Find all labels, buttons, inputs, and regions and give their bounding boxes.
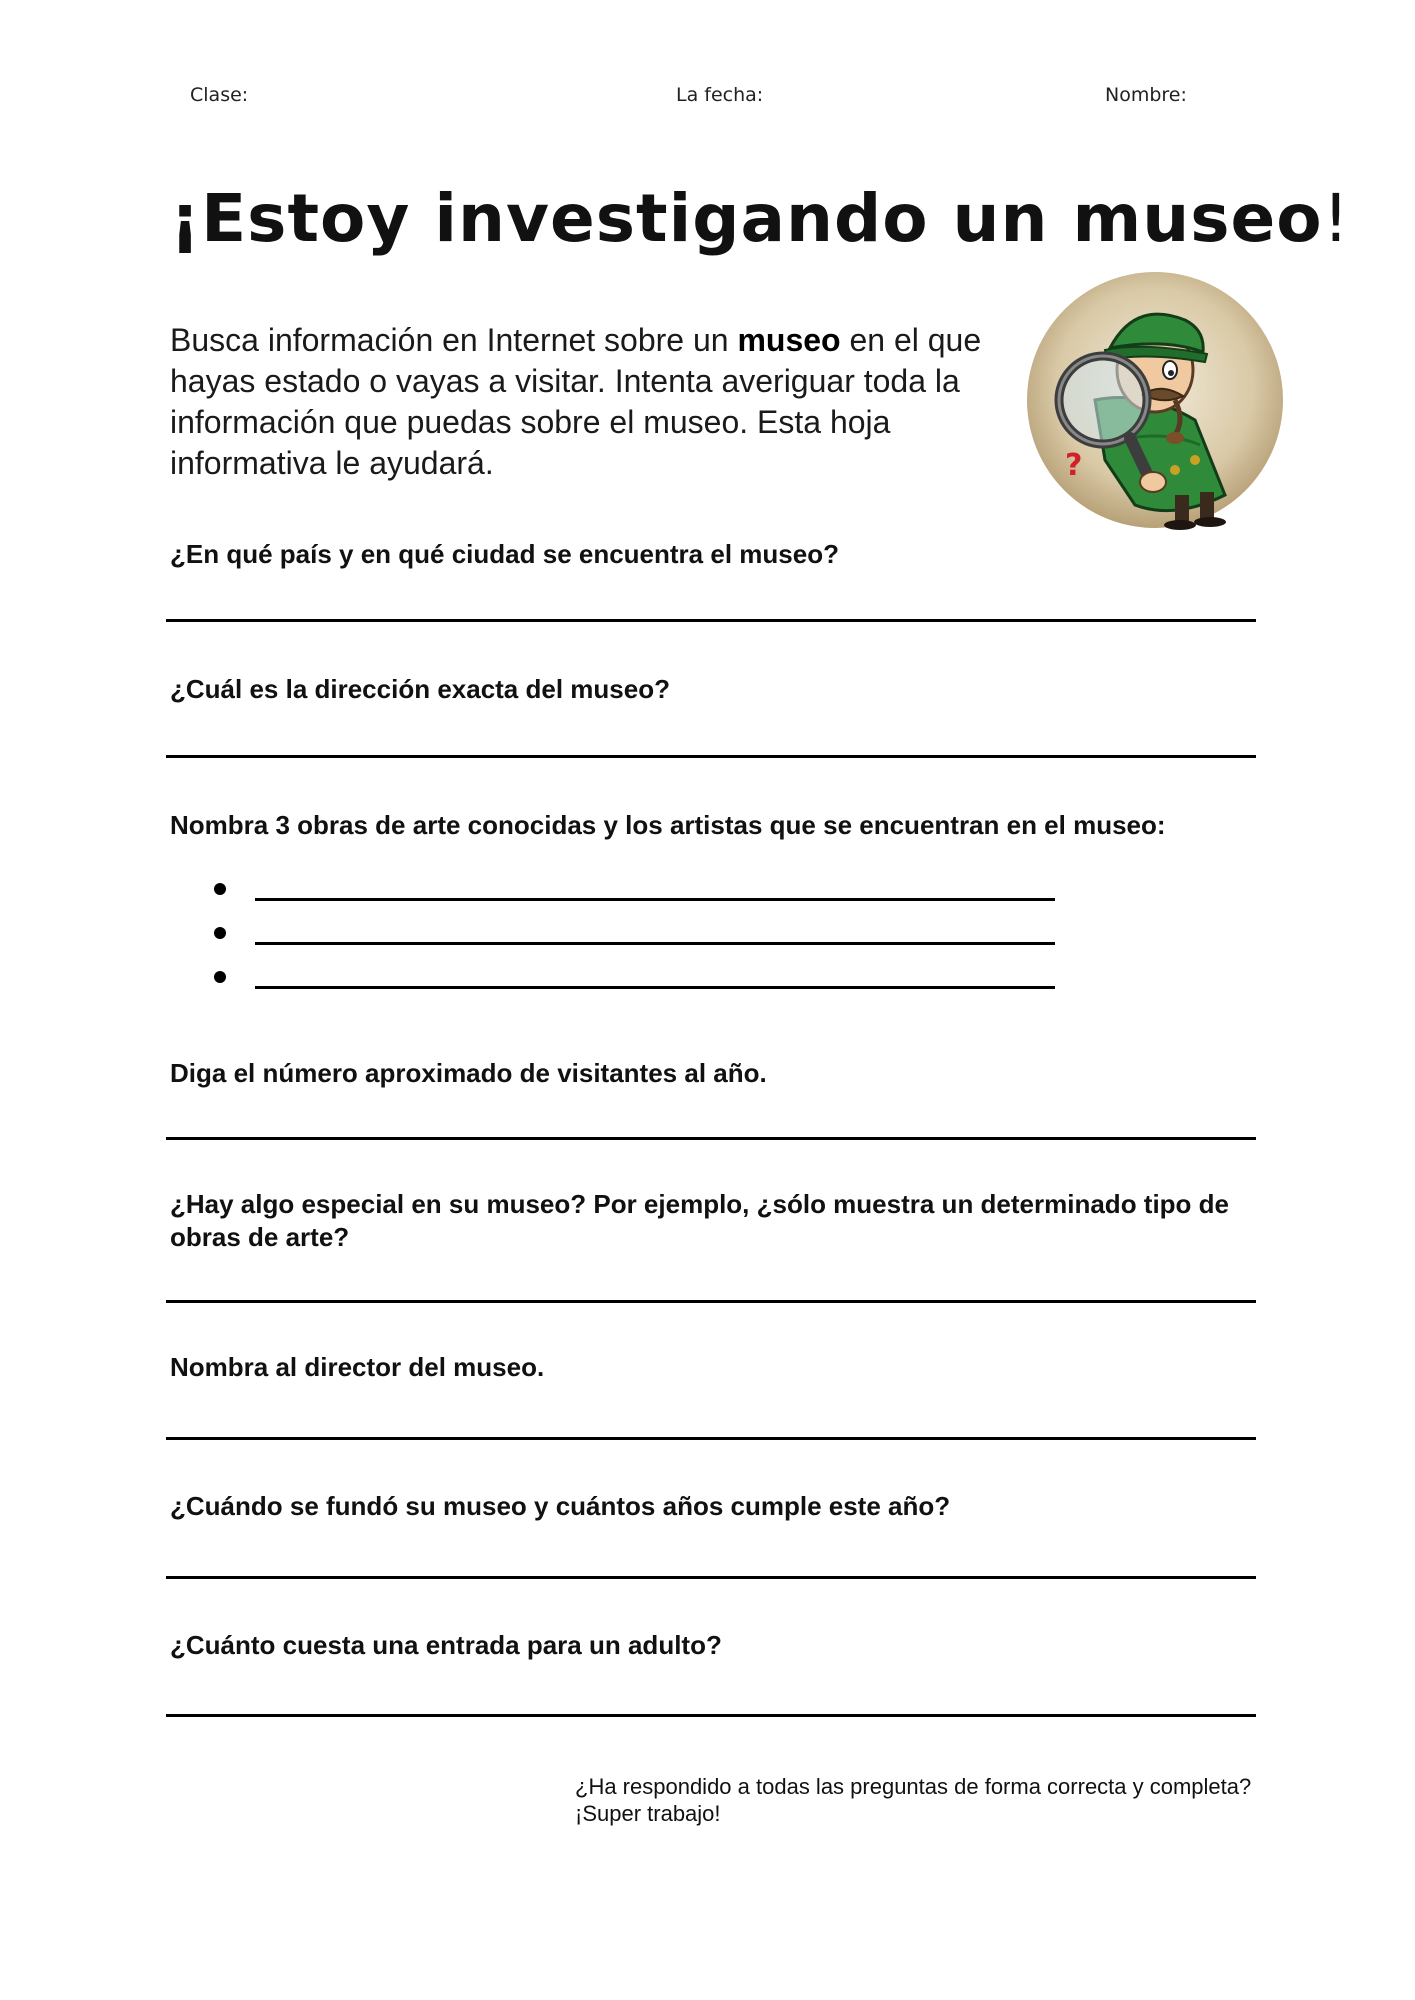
- answer-line-director[interactable]: [166, 1437, 1256, 1440]
- answer-line-special[interactable]: [166, 1300, 1256, 1303]
- bullet-dot: [214, 927, 226, 939]
- bullet-dot: [214, 971, 226, 983]
- title-text: ¡Estoy investigando un museo: [170, 180, 1323, 257]
- question-address: ¿Cuál es la dirección exacta del museo?: [170, 674, 670, 704]
- artwork-bullet-2: [210, 922, 1060, 952]
- intro-text-1: Busca información en Internet sobre un: [170, 322, 738, 358]
- fecha-label: La fecha:: [676, 84, 764, 106]
- intro-text-2: en el que hayas estado o vayas a visitar. Intenta averiguar toda la información que puedas sobre el museo. Esta hoja informativa le ayudará.: [170, 322, 982, 481]
- intro-bold-museo: museo: [737, 322, 841, 358]
- artwork-bullet-1: [210, 878, 1060, 908]
- question-ticket-price: ¿Cuánto cuesta una entrada para un adulto?: [170, 1630, 722, 1660]
- question-country-city: ¿En qué país y en qué ciudad se encuentra el museo?: [170, 539, 839, 569]
- answer-line-country-city[interactable]: [166, 619, 1256, 622]
- nombre-label: Nombre:: [1105, 84, 1187, 106]
- question-artworks: Nombra 3 obras de arte conocidas y los artistas que se encuentran en el museo:: [170, 810, 1166, 840]
- intro-paragraph: [170, 320, 1030, 484]
- clase-label: Clase:: [190, 84, 249, 106]
- bullet-dot: [214, 883, 226, 895]
- title-exclamation: !: [1322, 180, 1351, 257]
- answer-line-visitors[interactable]: [166, 1137, 1256, 1140]
- footer-note: ¿Ha respondido a todas las preguntas de forma correcta y completa? ¡Super trabajo!: [575, 1774, 1252, 1826]
- question-special: ¿Hay algo especial en su museo? Por ejemplo, ¿sólo muestra un determinado tipo de obras de arte?: [170, 1189, 1230, 1252]
- artwork-bullet-3: [210, 966, 1060, 996]
- question-founded: ¿Cuándo se fundó su museo y cuántos años cumple este año?: [170, 1491, 951, 1521]
- svg-text:?: ?: [1065, 448, 1083, 483]
- answer-line-artwork-1[interactable]: [255, 898, 1055, 901]
- page-title: [170, 180, 1350, 257]
- detective-magnifying-glass-icon: [1025, 270, 1285, 530]
- answer-line-ticket-price[interactable]: [166, 1714, 1256, 1717]
- question-director: Nombra al director del museo.: [170, 1352, 545, 1382]
- answer-line-address[interactable]: [166, 755, 1256, 758]
- answer-line-artwork-3[interactable]: [255, 986, 1055, 989]
- answer-line-founded[interactable]: [166, 1576, 1256, 1579]
- question-visitors: Diga el número aproximado de visitantes al año.: [170, 1058, 767, 1088]
- answer-line-artwork-2[interactable]: [255, 942, 1055, 945]
